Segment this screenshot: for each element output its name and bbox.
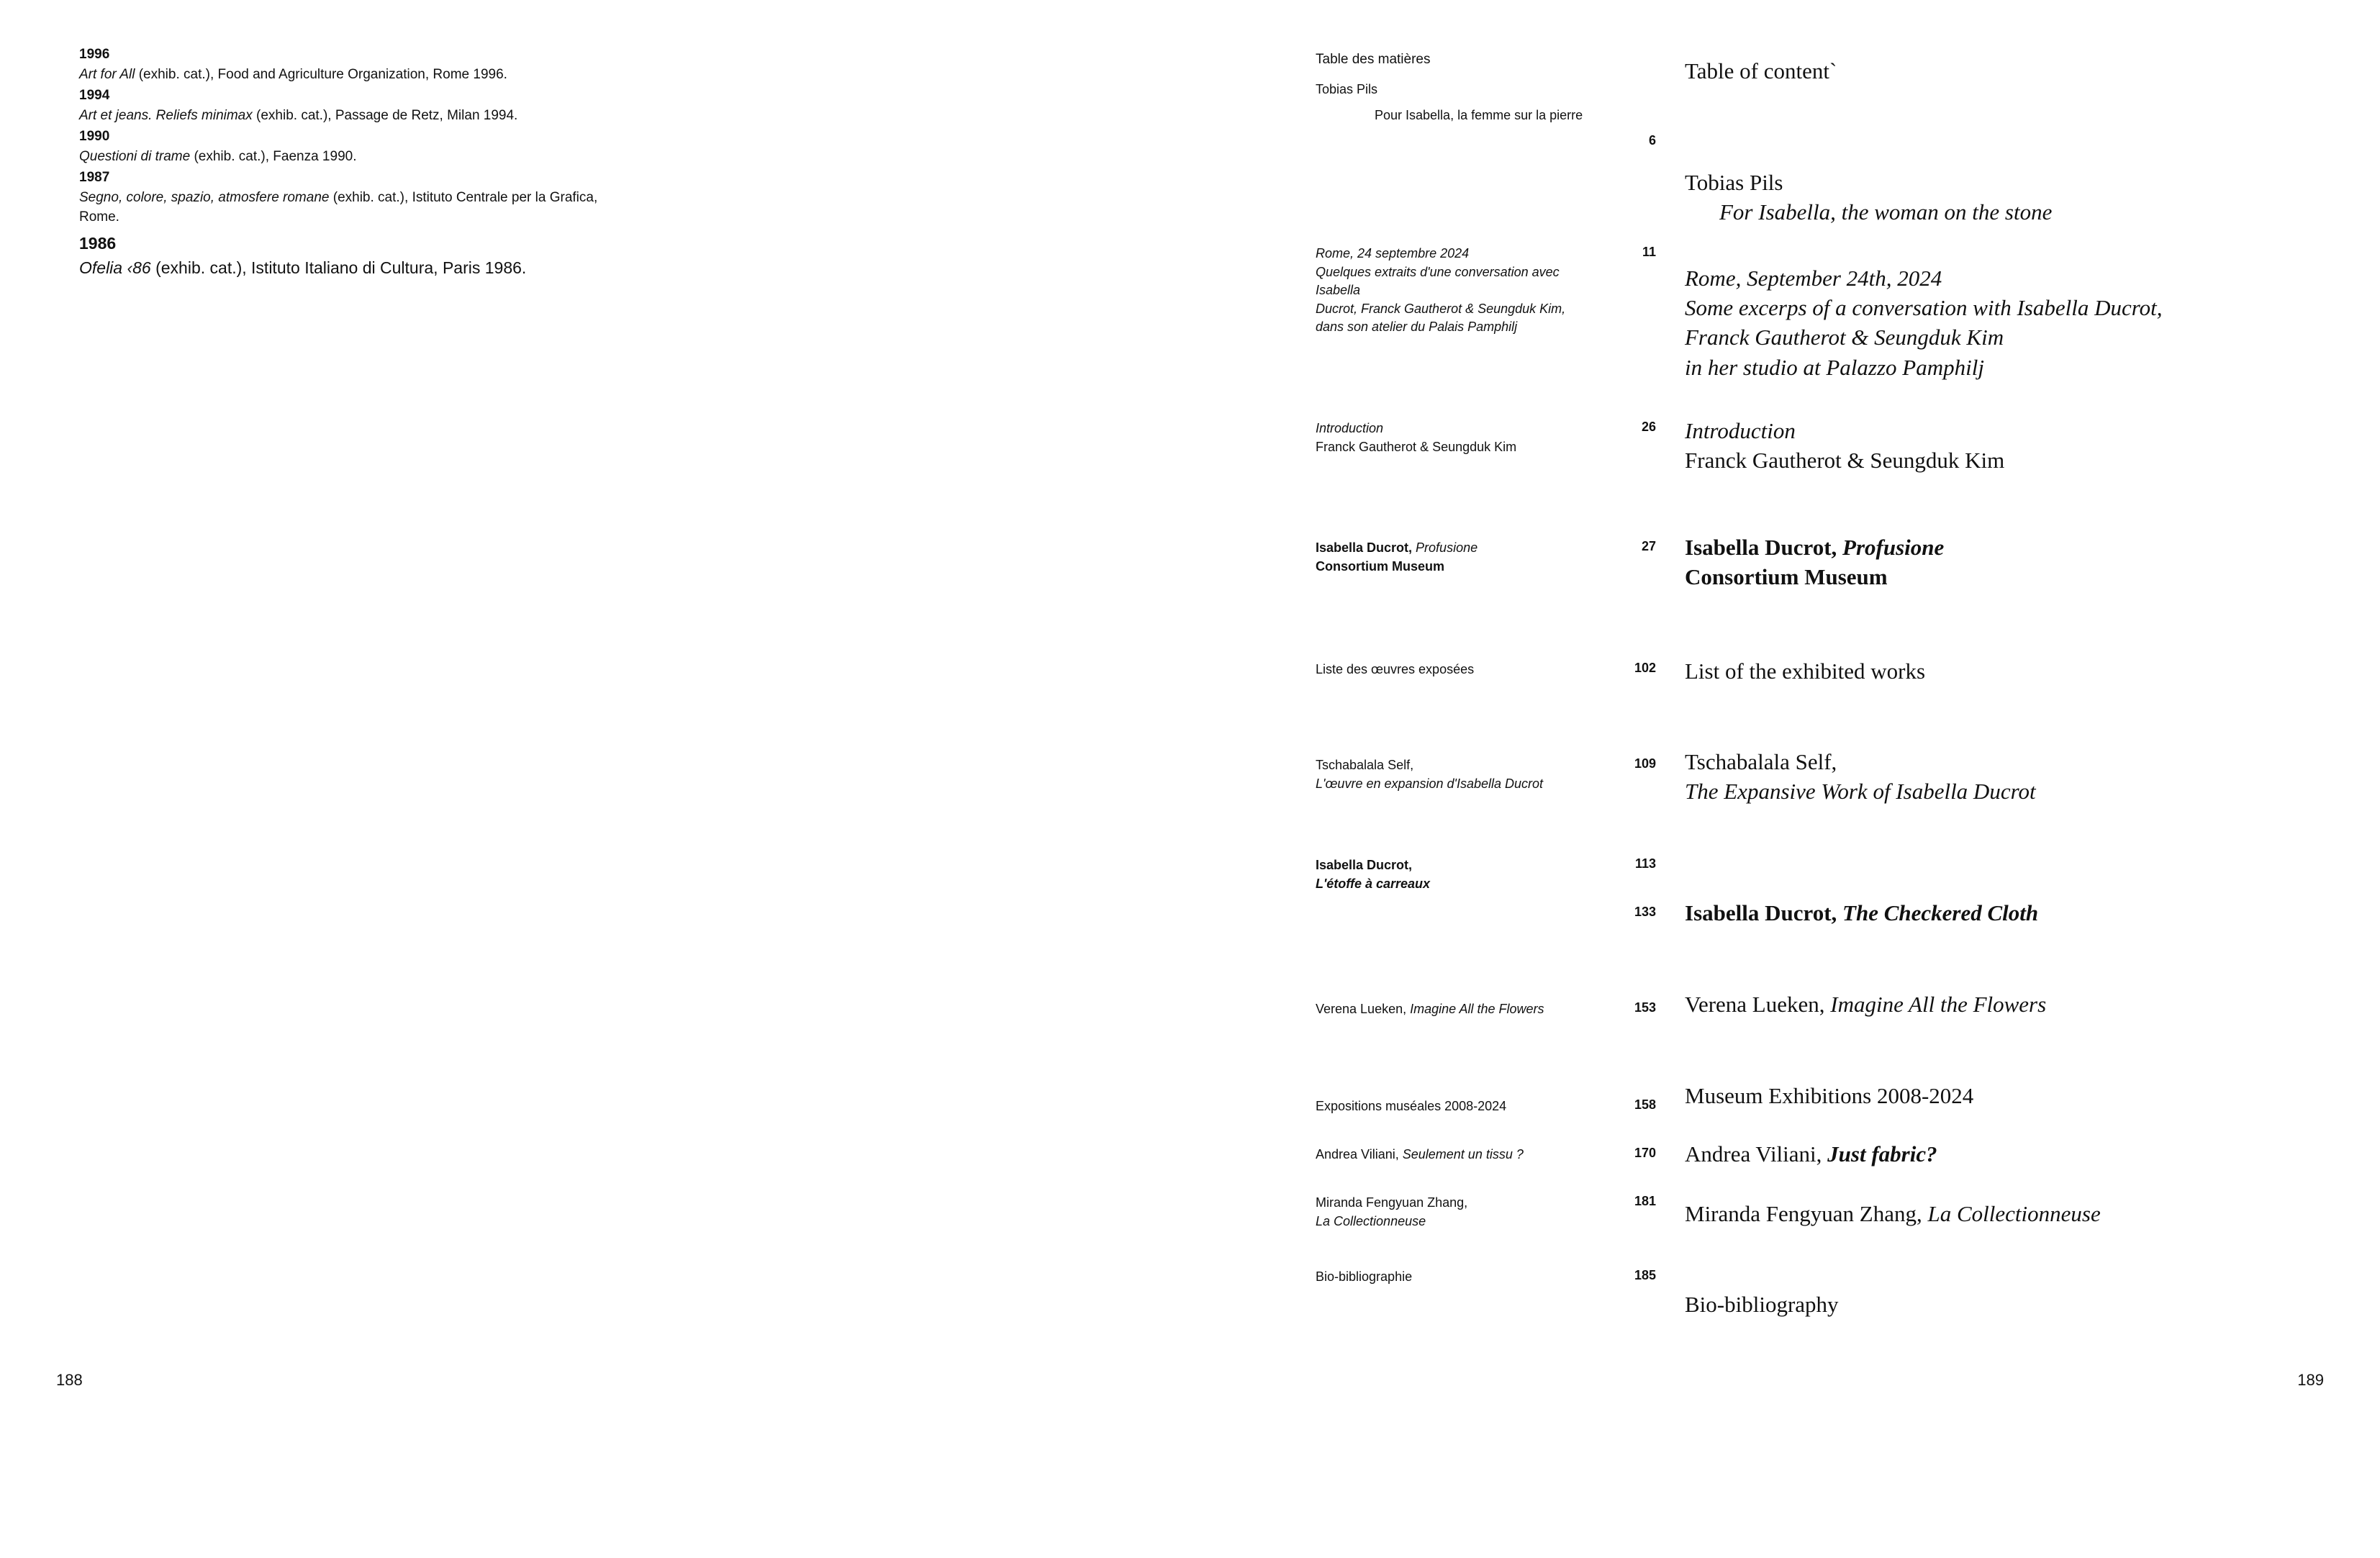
toc-entry-line-en: Verena Lueken, Imagine All the Flowers [1685, 992, 2047, 1017]
toc-entry-line-fr: Introduction [1316, 421, 1384, 435]
bibliography-entry-title: Questioni di trame [79, 148, 191, 164]
toc-entry-line-en [1685, 1199, 2318, 1228]
toc-entry-line-en [1685, 197, 2318, 227]
toc-entry-line-fr: Rome, 24 septembre 2024 [1316, 246, 1470, 261]
toc-entry-english[interactable] [1685, 1081, 2318, 1110]
toc-entry-french[interactable] [1316, 1146, 1603, 1164]
toc-entry-line-en: Bio-bibliography [1685, 1292, 1839, 1317]
toc-entry-english[interactable] [1685, 533, 2318, 592]
toc-entry-english[interactable] [1685, 989, 2318, 1019]
toc-entry-line-en [1685, 656, 2318, 686]
toc-entry-line-fr: La Collectionneuse [1316, 1213, 1426, 1228]
toc-entry-line-fr: Andrea Viliani, Seulement un tissu ? [1316, 1147, 1524, 1161]
bibliography-entry-title: Ofelia ‹86 [79, 258, 151, 278]
toc-page-number[interactable]: 109 [1634, 756, 1656, 771]
toc-entry-line-en [1685, 1290, 2318, 1319]
toc-entry-line-en [1685, 168, 2318, 197]
toc-entry-english[interactable] [1685, 1139, 2318, 1169]
toc-entry-line-fr: Liste des œuvres exposées [1316, 662, 1475, 676]
toc-entry-french[interactable] [1316, 245, 1603, 337]
toc-page-number[interactable]: 102 [1634, 661, 1656, 675]
bibliography-year: 1996 [79, 47, 110, 62]
toc-entry-line-en: Tschabalala Self, [1685, 749, 1837, 774]
toc-entry-line-en [1685, 747, 2318, 776]
toc-entry-english[interactable] [1685, 416, 2318, 475]
toc-page-number[interactable]: 133 [1634, 905, 1656, 919]
toc-entry-line-fr: Expositions muséales 2008-2024 [1316, 1099, 1507, 1113]
toc-entry-line-fr: Verena Lueken, Imagine All the Flowers [1316, 1002, 1544, 1016]
toc-entry-line-en: Introduction [1685, 418, 1796, 443]
toc-entry-line-en [1685, 445, 2318, 475]
toc-entry-french-subtitle[interactable] [1375, 107, 1634, 125]
toc-entry-line-en: The Expansive Work of Isabella Ducrot [1685, 779, 2036, 805]
toc-entry-french[interactable] [1316, 539, 1603, 576]
bibliography-year: 1994 [79, 88, 110, 104]
toc-entry-french[interactable] [1316, 420, 1603, 456]
toc-page-number[interactable]: 170 [1634, 1146, 1656, 1160]
toc-entry-line-en [1685, 1139, 2318, 1169]
toc-entry-line-en: List of the exhibited works [1685, 658, 1926, 684]
bibliography-entry: Ofelia ‹86 (exhib. cat.), Istituto Italiano di Cultura, Paris 1986. [79, 258, 527, 278]
toc-page-number[interactable]: 11 [1642, 245, 1656, 259]
toc-entry-french[interactable] [1316, 1268, 1603, 1287]
toc-entry-english[interactable] [1685, 656, 2318, 686]
bibliography-entry: Art for All (exhib. cat.), Food and Agriculture Organization, Rome 1996. [79, 66, 507, 82]
toc-entry-line-en [1685, 322, 2318, 352]
toc-entry-line-en: in her studio at Palazzo Pamphilj [1685, 354, 1984, 380]
toc-entry-line-en [1685, 776, 2318, 806]
toc-entry-line-fr: L'étoffe à carreaux [1316, 876, 1431, 891]
toc-entry-line-fr: Franck Gautherot & Seungduk Kim [1316, 439, 1517, 454]
toc-entry-french[interactable] [1316, 856, 1603, 893]
toc-entry-french[interactable] [1316, 81, 1603, 99]
toc-entry-line-fr: Ducrot, Franck Gautherot & Seungduk Kim, [1316, 301, 1566, 316]
toc-french-header: Table des matières [1316, 52, 1431, 67]
toc-page-number[interactable]: 185 [1634, 1268, 1656, 1282]
bibliography-year: 1987 [79, 170, 110, 186]
toc-entry-line-en: Consortium Museum [1685, 564, 1888, 590]
toc-entry-line-en: Isabella Ducrot, Profusione [1685, 535, 1945, 560]
toc-page-number[interactable]: 6 [1648, 133, 1656, 148]
toc-entry-line-en: For Isabella, the woman on the stone [1719, 199, 2053, 225]
toc-entry-line-en [1685, 989, 2318, 1019]
bibliography-entry: Art et jeans. Reliefs minimax (exhib. cat.), Passage de Retz, Milan 1994. [79, 107, 518, 123]
toc-entry-line-en: Museum Exhibitions 2008-2024 [1685, 1083, 1974, 1108]
toc-entry-line-fr: Bio-bibliographie [1316, 1269, 1413, 1284]
toc-entry-line-fr: Consortium Museum [1316, 558, 1445, 574]
toc-entry-line-en [1685, 562, 2318, 592]
toc-entry-line-en: Isabella Ducrot, The Checkered Cloth [1685, 900, 2039, 925]
bibliography-year: 1986 [79, 233, 117, 253]
toc-entry-line-fr: L'œuvre en expansion d'Isabella Ducrot [1316, 776, 1544, 791]
toc-entry-line-en: Some excerps of a conversation with Isabella Ducrot, [1685, 295, 2163, 321]
toc-entry-line-en [1685, 293, 2318, 322]
bibliography-entry-title: Art for All [79, 66, 135, 82]
toc-entry-line-en: Rome, September 24th, 2024 [1685, 266, 1942, 291]
toc-entry-english[interactable] [1685, 263, 2318, 382]
toc-entry-english[interactable] [1685, 747, 2318, 806]
toc-entry-line-en [1685, 353, 2318, 382]
toc-entry-french[interactable] [1316, 1000, 1603, 1019]
bibliography-entry: Questioni di trame (exhib. cat.), Faenza 1990. [79, 148, 357, 164]
toc-page-number[interactable]: 153 [1634, 1000, 1656, 1015]
page-number-right: 189 [2297, 1371, 2324, 1389]
toc-page-number[interactable]: 158 [1634, 1097, 1656, 1112]
toc-entry-line-fr: Quelques extraits d'une conversation avec Isabella [1316, 264, 1560, 298]
toc-entry-line-fr: Isabella Ducrot, Profusione [1316, 540, 1478, 555]
toc-entry-french[interactable] [1316, 1194, 1603, 1231]
toc-entry-line-fr: dans son atelier du Palais Pamphilj [1316, 320, 1518, 335]
toc-entry-english[interactable] [1685, 1290, 2318, 1319]
toc-entry-line-en [1685, 416, 2318, 445]
bibliography-column [79, 43, 626, 282]
toc-page-number[interactable]: 181 [1634, 1194, 1656, 1208]
bibliography-entry-title: Art et jeans. Reliefs minimax [79, 107, 253, 123]
toc-english-header: Table of content` [1685, 58, 1837, 83]
toc-entry-line-en: Miranda Fengyuan Zhang, La Collectionneuse [1685, 1201, 2101, 1226]
toc-entry-line-en [1685, 533, 2318, 562]
toc-entry-french[interactable] [1316, 1097, 1603, 1116]
toc-entry-line-en: Andrea Viliani, Just fabric? [1685, 1141, 1937, 1167]
toc-entry-line-fr: Isabella Ducrot, [1316, 858, 1413, 872]
toc-entry-line-fr: Pour Isabella, la femme sur la pierre [1375, 108, 1583, 122]
toc-entry-english[interactable] [1685, 168, 2318, 227]
toc-entry-french[interactable] [1316, 661, 1603, 679]
toc-entry-english[interactable] [1685, 898, 2318, 928]
toc-entry-line-en: Franck Gautherot & Seungduk Kim [1685, 325, 2004, 350]
toc-entry-line-fr: Tschabalala Self, [1316, 758, 1414, 772]
toc-entry-line-en: Tobias Pils [1685, 170, 1783, 195]
toc-page-number[interactable]: 113 [1634, 856, 1656, 871]
toc-entry-line-fr: Miranda Fengyuan Zhang, [1316, 1195, 1468, 1210]
toc-entry-line-en [1685, 898, 2318, 928]
toc-entry-line-en: Franck Gautherot & Seungduk Kim [1685, 448, 2005, 474]
toc-page-number[interactable]: 27 [1641, 539, 1656, 553]
page-number-left: 188 [56, 1371, 83, 1389]
toc-entry-line-fr: Tobias Pils [1316, 82, 1378, 96]
toc-entry-english[interactable] [1685, 1199, 2318, 1228]
toc-page-number[interactable]: 26 [1641, 420, 1656, 434]
toc-entry-line-en [1685, 263, 2318, 293]
bibliography-year: 1990 [79, 129, 110, 145]
bibliography-entry: Segno, colore, spazio, atmosfere romane (exhib. cat.), Istituto Centrale per la Grafica, Rome. [79, 189, 598, 225]
toc-entry-french[interactable] [1316, 756, 1603, 793]
toc-entry-line-en [1685, 1081, 2318, 1110]
bibliography-entry-title: Segno, colore, spazio, atmosfere romane [79, 189, 330, 205]
